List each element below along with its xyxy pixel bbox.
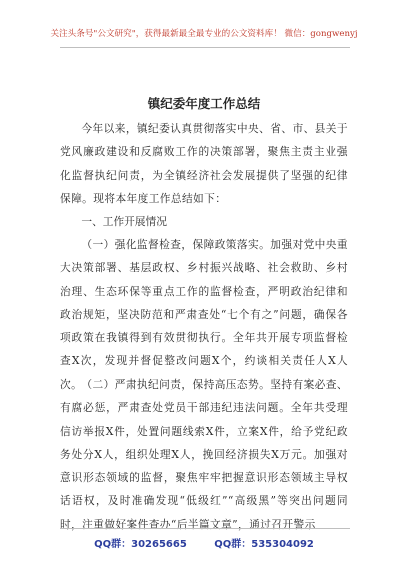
section-heading-1: 一、工作开展情况 [81,215,167,228]
intro-paragraph: 今年以来，镇纪委认真贯彻落实中央、省、市、县关于党风廉政建设和反腐败工作的决策部署，聚焦主责主业强化监督执纪问责，为全镇经济社会发展提供了坚强的纪律保障。现将本年度工作总结如下： [60,122,348,205]
footer-divider [60,528,350,529]
paragraph-supervision: （一）强化监督检查，保障政策落实。加强对党中央重大决策部署、基层政权、乡村振兴战略、社会救助、乡村治理、生态环保等重点工作的监督检查，严明政治纪律和政治规矩，坚决防范和严肃查处“七个有之”问题，确保各项政策在我镇得到有效贯彻执行。全年共开展专项监督检查X次，发现并督促整改问题X个，约谈相关责任人X人次。 [60,238,348,391]
footer [0,535,408,550]
document-title: 镇纪委年度工作总结 [147,96,261,111]
header-note: 关注头条号"公文研究"，获得最新最全最专业的公文资料库！ 微信：gongwenyj [50,29,358,39]
paragraph-discipline: （二）严肃执纪问责，保持高压态势。坚持有案必查、有腐必惩，严肃查处党员干部违纪违法问题。全年共受理信访举报X件，处置问题线索X件，立案X件，给予党纪政务处分X人，组织处理X人，挽回经济损失X万元。加强对意识形态领域的监督，聚焦牢牢把握意识形态领域主导权话语权，及时准确发现“低级红”“高级黑”等突出问题同时，注重做好案件查办“后半篇文章”，通过召开警示 [60,378,348,531]
footer-qq-group-2: QQ群：535304092 [214,539,314,550]
header-divider [60,47,350,48]
footer-qq-group-1: QQ群：30265665 [94,539,187,550]
